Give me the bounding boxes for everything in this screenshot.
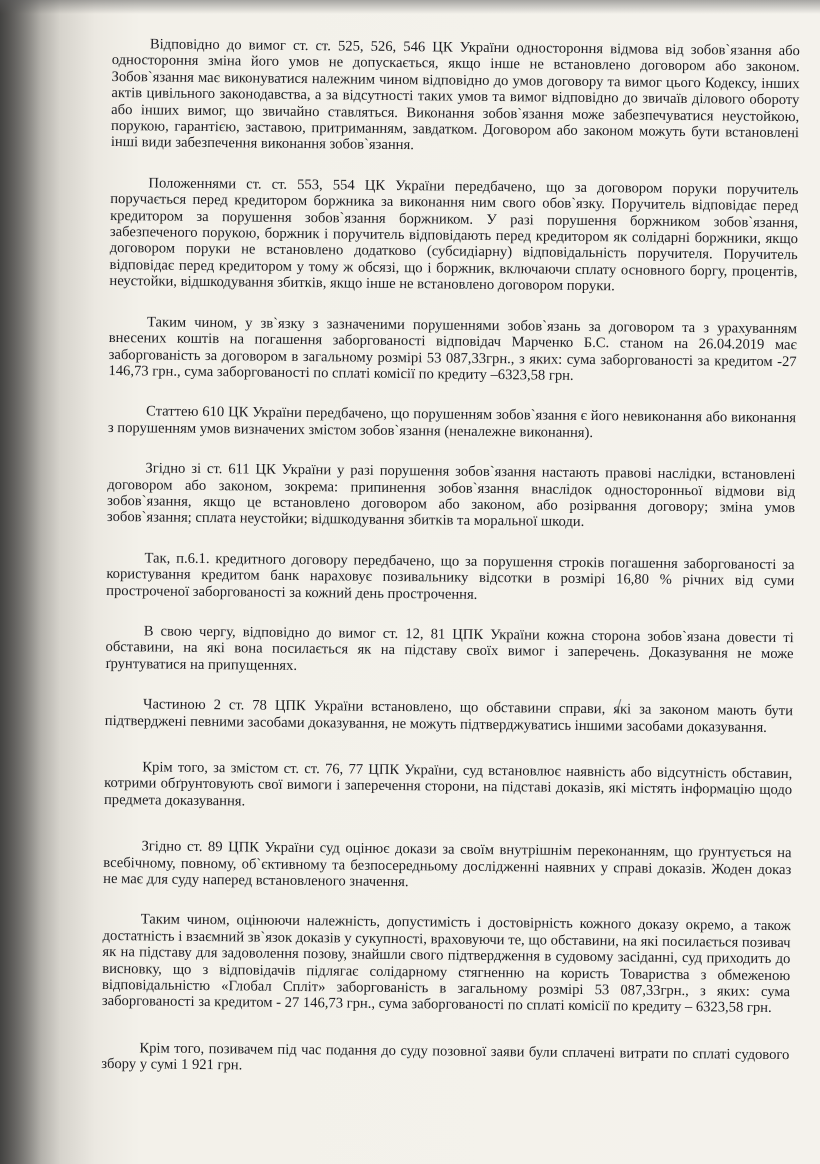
paragraph-4: Статтею 610 ЦК України передбачено, що порушенням зобов`язання є його невиконання або виконання з порушенням умов визначених змістом зобов`язання (неналежне виконання). <box>107 403 797 441</box>
paragraph-2: Положеннями ст. ст. 553, 554 ЦК України передбачено, що за договором поруки поручитель поручається перед кредитором боржника за виконання ним свого обов`язку. Поручитель відповідає перед кредитором за порушення зобов`язання боржником. У разі порушення боржником зобов`язання, забезпеченого порукою, боржник і поручитель відповідають перед кредитором як солідарні боржники, якщо договором поруки не встановлено додатково (субсидіарну) відповідальність поручителя. Поручитель відповідає перед кредитором у тому ж обсязі, що і боржник, включаючи сплату основного боргу, процентів, неустойки, відшкодування збитків, якщо інше не встановлено договором поруки. <box>109 175 799 295</box>
paragraph-11: Таким чином, оцінюючи належність, допустимість і достовірність кожного доказу окремо, а також достатність і взаємний зв`язок доказів у сукупності, враховуючи те, що обставини, на які посилається позивач як на підставу для задоволення позову, знайшли свого підтвердження в судовому засіданні, суд приходить до висновку, що з відповідачів підлягає солідарному стягненню на користь Товариства з обмеженою відповідальністю «Глобал Спліт» заборгованість в загальному розмірі 53 087,33грн., з яких: сума заборгованості за кредитом - 27 146,73 грн., сума заборгованості по сплаті комісії по кредиту – 6323,58 грн. <box>101 911 791 1017</box>
paragraph-8: Частиною 2 ст. 78 ЦПК України встановлено, що обставини справи, які за законом мають бути підтверджені певними засобами доказування, не можуть підтверджуватись іншими засобами доказування. <box>104 696 794 736</box>
document-body <box>101 36 800 1104</box>
page-top-edge <box>0 0 820 14</box>
paragraph-10: Згідно ст. 89 ЦПК України суд оцінює докази за своїм внутрішнім переконанням, що ґрунтується на всебічному, повному, об`єктивному та безпосередньому дослідженні наявних у справі доказів. Жоден доказ не має для суду наперед встановленого значення. <box>103 838 792 891</box>
paragraph-1: Відповідно до вимог ст. ст. 525, 526, 546 ЦК України одностороння відмова від зобов`язання або одностороння зміна його умов не допускається, якщо інше не встановлено договором або законом. Зобов`язання має виконуватися належним чином відповідно до умов договору та вимог цього Кодексу, інших актів цивільного законодавства, а за відсутності таких умов та вимог відповідно до звичаїв ділового обороту або інших вимог, що звичайно ставляться. Виконання зобов`язання може забезпечуватися неустойкою, порукою, гарантією, заставою, притриманням, завдатком. Договором або законом можуть бути встановлені інші види забезпечення виконання зобов`язання. <box>110 36 800 154</box>
paragraph-9: Крім того, за змістом ст. ст. 76, 77 ЦПК України, суд встановлює наявність або відсутність обставин, котрими обґрунтовують свої вимоги і заперечення сторони, на підставі доказів, які містять інформацію щодо предмета доказування. <box>103 759 793 810</box>
paragraph-6: Так, п.6.1. кредитного договору передбачено, що за порушення строків погашення заборгованості за користування кредитом банк нараховує позивальнику відсотки в розмірі 16,80 % річних від суми простроченої заборгованості за кожний день прострочення. <box>106 550 795 603</box>
binding-shadow <box>0 0 60 1164</box>
paragraph-12: Крім того, позивачем під час подання до суду позовної заяви були сплачені витрати по сплаті судового збору у сумі 1 921 грн. <box>101 1040 790 1074</box>
paragraph-7: В свою чергу, відповідно до вимог ст. 12, 81 ЦПК України кожна сторона зобов`язана довести ті обставини, на які вона посилається як на підставу своїх вимог і заперечень. Доказування не може ґрунтуватися на припущеннях. <box>105 623 794 674</box>
paragraph-5: Згідно зі ст. 611 ЦК України у разі порушення зобов`язання настають правові наслідки, встановлені договором або законом, зокрема: припинення зобов`язання внаслідок односторонньої відмови від зобов`язання, якщо це встановлено договором або законом, або розірвання договору; зміна умов зобов`язання; сплата неустойки; відшкодування збитків та моральної шкоди. <box>106 460 796 531</box>
paragraph-3: Таким чином, у зв`язку з зазначеними порушеннями зобов`язань за договором та з урахуванням внесених коштів на погашення заборгованості відповідач Марченко Б.С. станом на 26.04.2019 має заборгованість за договором в загальному розмірі 53 087,33грн., з яких: сума заборгованості за кредитом -27 146,73 грн., сума заборгованості по сплаті комісії по кредиту –6323,58 грн. <box>108 314 798 384</box>
